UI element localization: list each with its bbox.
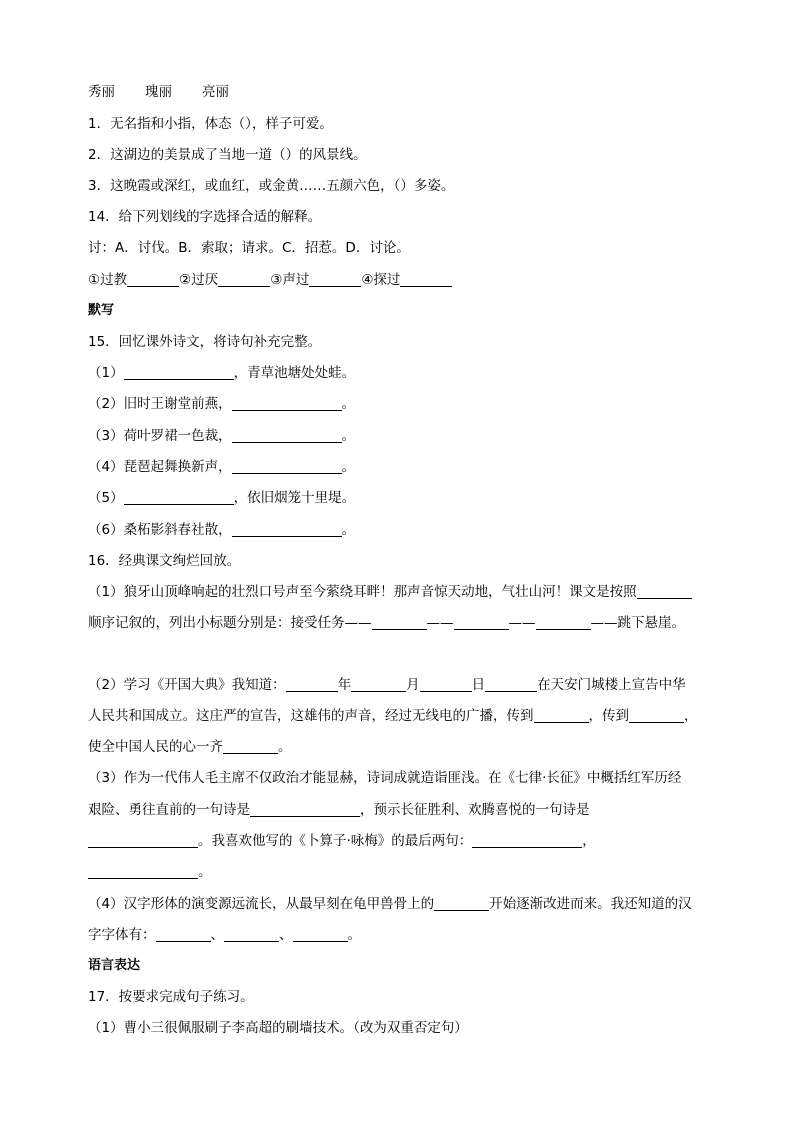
paragraph-text: 。 [278, 739, 292, 755]
word-bank [88, 83, 229, 101]
item-end: 。 [341, 396, 356, 412]
paragraph-text: 字字体有： [88, 927, 156, 943]
q14-item-2: ②过厌 [179, 272, 219, 288]
day-label: 日 [471, 677, 486, 693]
q15-item-5 [88, 489, 355, 507]
answer-blank[interactable] [232, 428, 342, 443]
separator: 、 [279, 927, 293, 943]
answer-blank[interactable] [88, 833, 198, 848]
answer-blank[interactable] [88, 864, 198, 879]
item-text: ，青草池塘处处蛙。 [233, 365, 356, 381]
item-number: （1） [88, 365, 124, 381]
separator: 、 [210, 927, 224, 943]
paragraph-text: 艰险、勇往直前的一句诗是 [88, 802, 250, 818]
q14-item-4: ④探过 [361, 272, 401, 288]
answer-blank[interactable] [485, 677, 537, 692]
q16-p2-line-1 [88, 676, 686, 694]
dash: —— [426, 615, 454, 631]
q16-title: 16．经典课文绚烂回放。 [88, 553, 241, 569]
answer-blank[interactable] [372, 615, 427, 630]
paragraph-text: 开始逐渐改进而来。我还知道的汉 [489, 896, 692, 912]
q15-item-3 [88, 427, 355, 445]
q16-p3-line-4 [88, 863, 212, 881]
q13-line-3: 3．这晚霞或深红，或血红，或金黄……五颜六色，（）多姿。 [88, 178, 455, 194]
paragraph-text: ，传到 [588, 708, 629, 724]
answer-blank[interactable] [637, 584, 692, 599]
answer-blank[interactable] [250, 802, 360, 817]
answer-blank[interactable] [223, 739, 278, 754]
paragraph-text: 顺序记叙的，列出小标题分别是：接受任务—— [88, 615, 372, 631]
answer-blank[interactable] [286, 677, 338, 692]
q15-item-6 [88, 521, 355, 539]
answer-blank[interactable] [124, 365, 234, 380]
paragraph-text: （2）学习《开国大典》我知道： [88, 677, 286, 693]
paragraph-text: ——跳下悬崖。 [590, 615, 685, 631]
q16-p4-line-1 [88, 895, 692, 913]
answer-blank[interactable] [232, 396, 342, 411]
item-text: （4）琵琶起舞换新声， [88, 459, 232, 475]
paragraph-text: 在天安门城楼上宣告中华 [537, 677, 686, 693]
paragraph-text: ，预示长征胜利、欢腾喜悦的一句诗是 [360, 802, 590, 818]
q14-title: 14．给下列划线的字选择合适的解释。 [88, 209, 322, 225]
paragraph-text: （1）狼牙山顶峰响起的壮烈口号声至今萦绕耳畔！那声音惊天动地，气壮山河！课文是按照 [88, 584, 637, 600]
q16-p1-line-2 [88, 614, 685, 632]
word-1: 秀丽 [88, 84, 115, 100]
answer-blank[interactable] [127, 272, 179, 287]
month-label: 月 [406, 677, 420, 693]
item-end: 。 [341, 428, 356, 444]
q13-line-1: 1．无名指和小指，体态（），样子可爱。 [88, 116, 333, 132]
q13-line-2: 2．这湖边的美景成了当地一道（）的风景线。 [88, 147, 367, 163]
dash: —— [508, 615, 536, 631]
q15-item-4 [88, 458, 355, 476]
paragraph-text: 人民共和国成立。这庄严的宣告，这雄伟的声音，经过无线电的广播，传到 [88, 708, 534, 724]
answer-blank[interactable] [472, 833, 582, 848]
paragraph-text: ， [582, 833, 596, 849]
paragraph-text: ， [684, 708, 698, 724]
item-end: 。 [341, 522, 356, 538]
paragraph-text: 。 [347, 927, 361, 943]
answer-blank[interactable] [224, 927, 279, 942]
answer-blank[interactable] [124, 490, 234, 505]
answer-blank[interactable] [232, 459, 342, 474]
word-3: 亮丽 [202, 84, 229, 100]
paragraph-text: 。 [198, 864, 212, 880]
q14-options: 讨：A．讨伐。B．索取；请求。C．招惹。D．讨论。 [88, 240, 410, 256]
q16-p4-line-2 [88, 926, 361, 944]
q15-item-2 [88, 395, 355, 413]
q17-item-1: （1）曹小三很佩服刷子李高超的刷墙技术。（改为双重否定句） [88, 1020, 468, 1036]
answer-blank[interactable] [420, 677, 472, 692]
paragraph-text: 使全中国人民的心一齐 [88, 739, 223, 755]
section-heading-yuyan: 语言表达 [88, 958, 141, 973]
item-number: （5） [88, 490, 124, 506]
answer-blank[interactable] [454, 615, 509, 630]
item-text: ，依旧烟笼十里堤。 [233, 490, 356, 506]
answer-blank[interactable] [351, 677, 406, 692]
answer-blank[interactable] [534, 708, 589, 723]
answer-blank[interactable] [156, 927, 211, 942]
q15-item-1 [88, 364, 355, 382]
q16-p3-line-2 [88, 801, 590, 819]
section-heading-moxie: 默写 [88, 303, 115, 318]
q16-p2-line-3 [88, 738, 292, 756]
q14-item-1: ①过教 [88, 272, 128, 288]
q15-title: 15．回忆课外诗文，将诗句补充完整。 [88, 334, 322, 350]
answer-blank[interactable] [434, 896, 489, 911]
paragraph-text: （4）汉字形体的演变源远流长，从最早刻在龟甲兽骨上的 [88, 896, 435, 912]
answer-blank[interactable] [629, 708, 684, 723]
paragraph-text: 。我喜欢他写的《卜算子·咏梅》的最后两句： [198, 833, 473, 849]
answer-blank[interactable] [218, 272, 270, 287]
year-label: 年 [337, 677, 352, 693]
q16-p1-line-1 [88, 583, 692, 601]
q16-p3-line-1: （3）作为一代伟人毛主席不仅政治才能显赫，诗词成就造诣匪浅。在《七律·长征》中概括红军历经 [88, 770, 682, 786]
answer-blank[interactable] [400, 272, 452, 287]
item-text: （2）旧时王谢堂前燕， [88, 396, 232, 412]
word-2: 瑰丽 [145, 84, 172, 100]
answer-blank[interactable] [536, 615, 591, 630]
q17-title: 17．按要求完成句子练习。 [88, 989, 254, 1005]
q16-p3-line-3 [88, 832, 596, 850]
q14-items [88, 271, 452, 289]
q16-p2-line-2 [88, 707, 698, 725]
item-text: （3）荷叶罗裙一色裁， [88, 428, 232, 444]
item-end: 。 [341, 459, 356, 475]
answer-blank[interactable] [293, 927, 348, 942]
q14-item-3: ③声过 [270, 272, 310, 288]
answer-blank[interactable] [232, 522, 342, 537]
answer-blank[interactable] [309, 272, 361, 287]
item-text: （6）桑柘影斜春社散， [88, 522, 232, 538]
